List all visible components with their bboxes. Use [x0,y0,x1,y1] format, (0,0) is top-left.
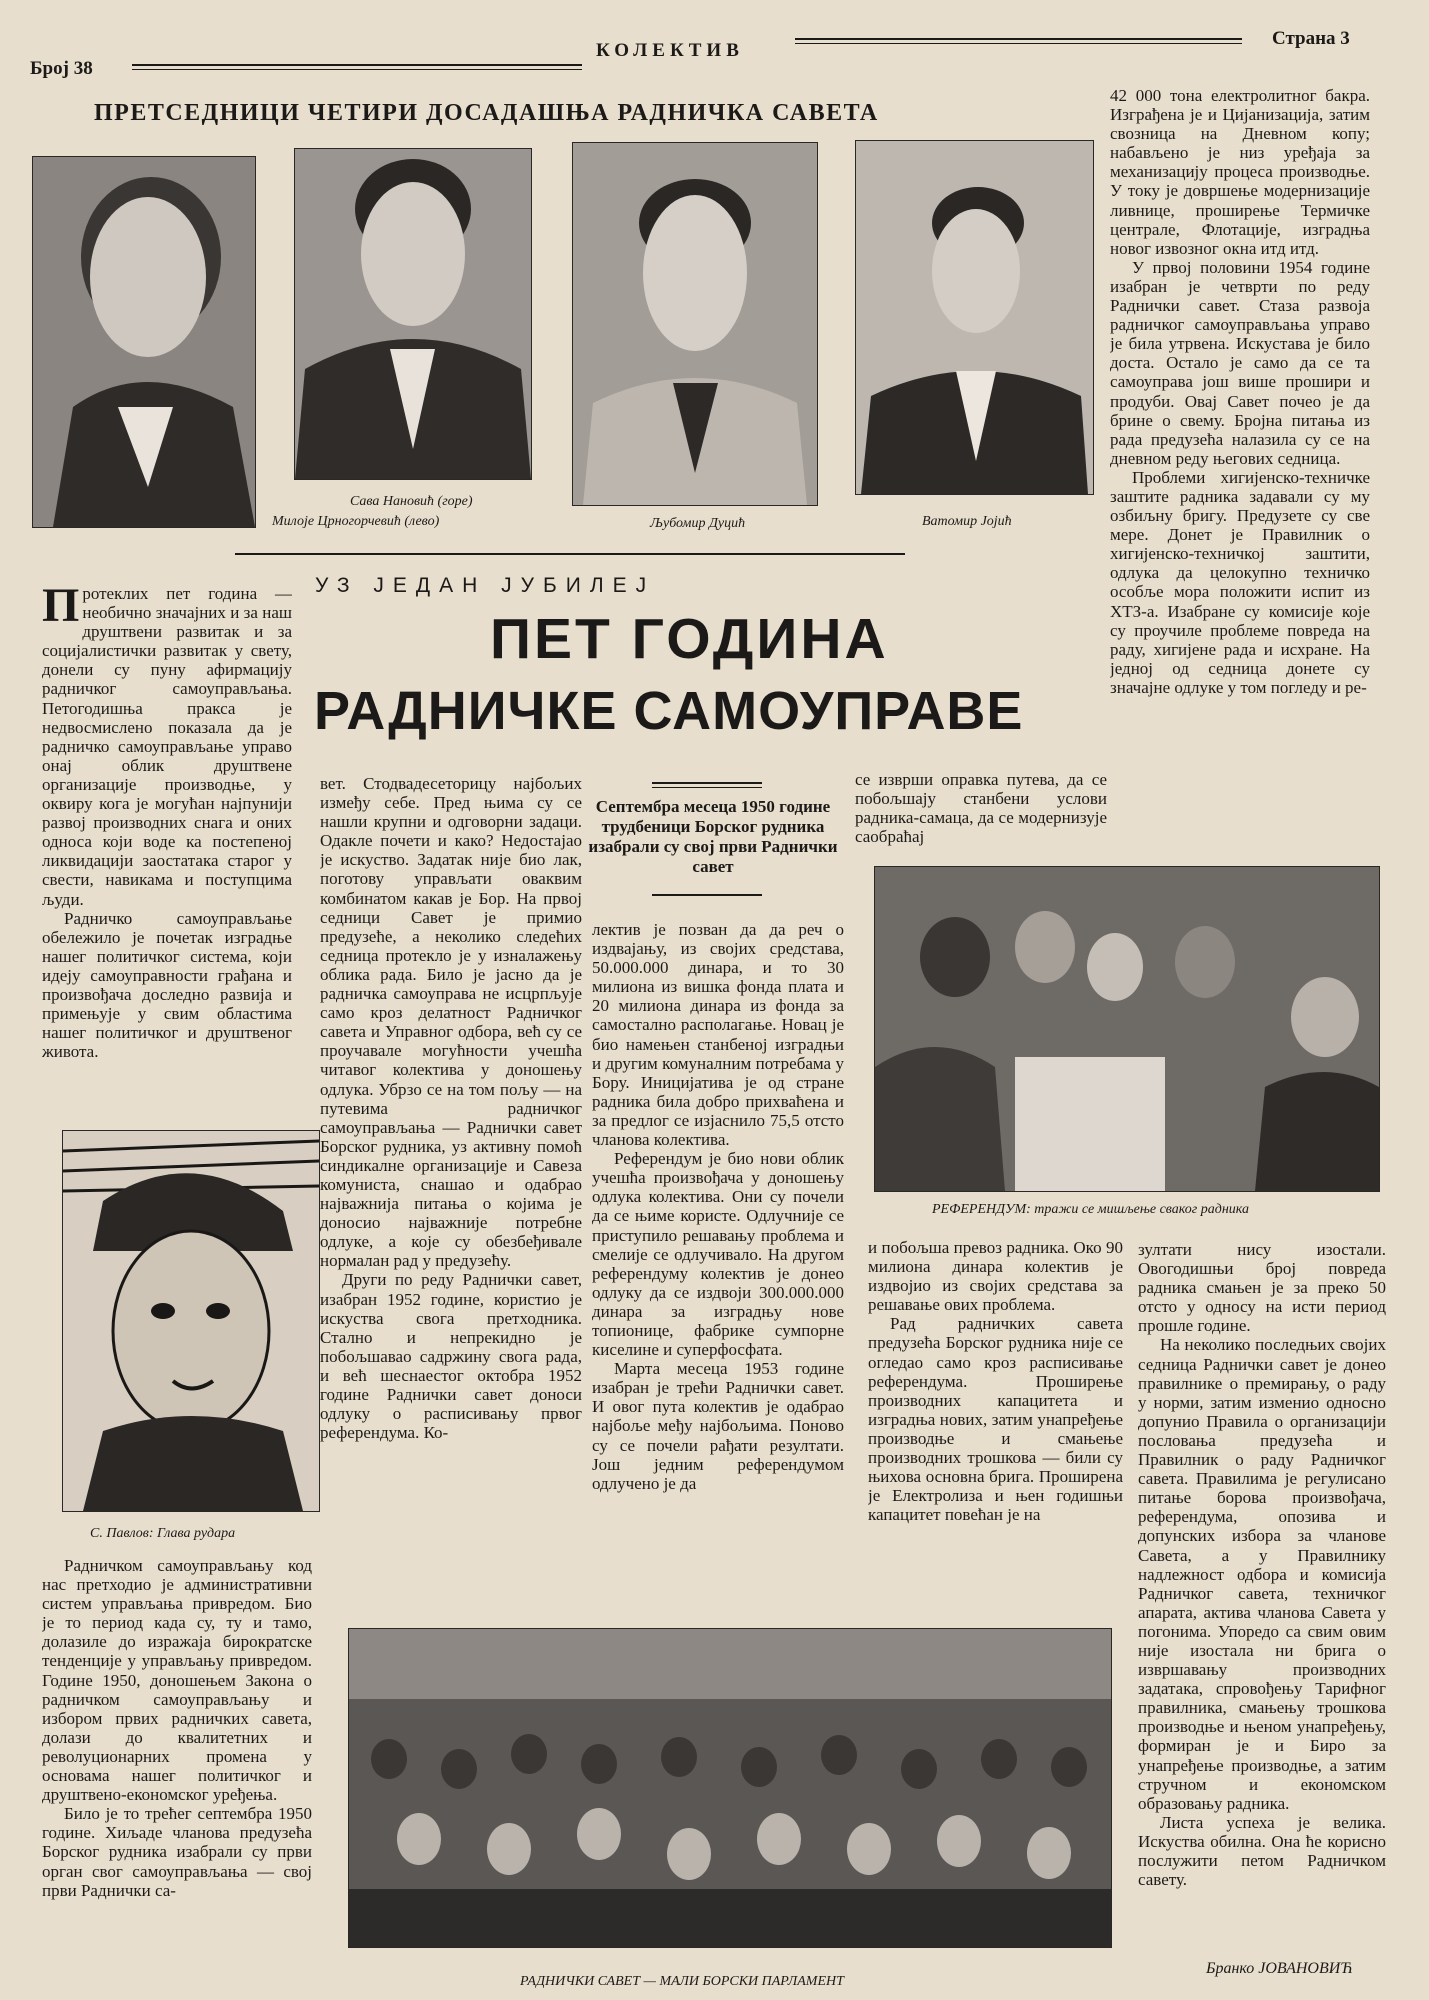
page-number: Страна 3 [1272,28,1350,49]
col5b-paragraph-1: зултати нису изостали. Овогодишњи број повреда радника смањен је за преко 50 отсто у односу на исти период прошле године. [1138,1240,1386,1336]
col1b-paragraph-2: Било је то трећег септембра 1950 године. Хиљаде чланова предузећа Борског рудника изабрали су први орган свог самоуправљања — свој први Раднички са- [42,1804,312,1900]
portrait-2-photo [294,148,532,480]
headline-line-1: ПЕТ ГОДИНА [490,607,889,671]
col5top-paragraph-2: У првој половини 1954 године изабран је четврти по реду Раднички савет. Стаза развоја радничког самоуправљања управо је била утрвена. Искустава је било доста. Остало је само да се та самоуправа још више прошири и продуби. Овај Савет почео је да брине о свему. Броjна питања из рада предузећа налазила су се на дневном реду његових седница. [1110,257,1370,468]
caption-portrait-1: Сава Нановић (горе) [350,494,473,509]
col1-paragraph-2: Радничко самоуправљање обележило је почетак изградње нашег политичког система, који идеју самоуправности грађана и произвођача доследно развија и примењује у свим областима нашег политичког и друштвеног живота. [42,908,292,1062]
col3-paragraph-2: Референдум је био нови облик учешћа произвођача у доношењу одлука колектива. Они су почели да се њиме користе. Одлучније се приступило решавању проблема и смелије се одлучивало. На другом референдуму колектив је донео одлуку да се издвоји 300.000.000 динара за изградњу нове топионице, фабрике сумпорне киселине и суперфосфата. [592,1149,844,1360]
paper-name: КОЛЕКТИВ [596,40,744,61]
col2-paragraph-1: вет. Стодвадесеторицу најбољих између себе. Пред њима су се нашли крупни и одговорни задаци. Одакле почети и како? Недостајао је искуство. Задатак није био лак, поготову управљати оваквим комбинатом какав је Бор. На првој седници Савет је примио предузеће, а неколико следећих седница протекло је у изналажењу облика рада. Било је јасно да је радничка самоуправа не исцрпљује само кроз делатност Радничког савета и Управног одбора, већ су се проучавале могућности учешћа читавог колектива у доношењу одлука. Убрзо се на том пољу — на путевима радничког самоуправљања — Раднички савет Борског рудника, уз активну помоћ синдикалне организације и Савеза комуниста, снашао и одабрао најважнија питања о којима је доносио најважније потребне одлуке, а које су обезбеђивале нормалан рад у предузећу. [320,774,582,1271]
col1b-paragraph-1: Радничком самоуправљању код нас претходио је административни систем управљања привредом. Био је то период када су, ту и тамо, долазиле до изражаја бирократске тенденције у управљању привредом. Године 1950, доношењем Закона о радничком самоуправљању и избором првих радничких савета, долази до квалитетних и револуционарних промена у основама нашег политичког и друштвено-економског уређења. [42,1556,312,1805]
referendum-caption-bold: РЕФЕРЕНДУМ: [932,1202,1031,1217]
subhead-rule-bottom [652,894,762,896]
col5b-paragraph-3: Листа успеха је велика. Искуства обилна. Она ће корисно послужити петом Радничком савету. [1138,1812,1386,1890]
drop-cap: П [42,584,80,632]
portrait-4-photo [855,140,1094,495]
caption-portrait-4: Ватомир Јојић [922,514,1012,529]
col5b-paragraph-2: На неколико последњих својих седница Раднички савет је донео правилнике о премирању, о раду у норми, затим изменио односно допунио Правила о организацији пословања предузећа и Правилник о раду Радничког савета. Правилима је регулисано питање борова произвођача, референдума, опозива и допунских избора за чланове Савета, а у Правилнику надлежност одбора и комисија Радничког савета, техничког апарата, актива чланова Савета у погонима. Упоредо са свим овим није изостала ни брига о извршавању производних задатака, спровођењу Тарифног правилника, смањењу трошкова производње и њеном унапређењу, формиран је и Биро за унапређење производње, а затим стручном и економском образовању радника. [1138,1335,1386,1813]
caption-portrait-1b: Милоје Црногорчевић (лево) [272,514,440,529]
headline-line-2: РАДНИЧКЕ САМОУПРАВЕ [314,681,1024,741]
col2-paragraph-2: Други по реду Раднички савет, изабран 1952 године, користио је искуства свога претходника. Стално и непрекидно је побољшавао садржину свога рада, и већ шеснаестог октобра 1952 године Раднички савет доноси одлуку о расписивању првог референдума. Ко- [320,1270,582,1443]
referendum-caption [932,1202,1249,1218]
masthead-rule-left [132,64,582,66]
portrait-1-photo [32,156,256,528]
issue-number: Број 38 [30,58,93,79]
column-3-top [855,770,1107,850]
masthead-rule-right-2 [795,43,1242,44]
masthead-rule-right [795,38,1242,40]
masthead-rule-left-2 [132,69,582,70]
col4-paragraph-2: Рад радничких савета предузећа Борског рудника није се огледао само кроз расписивање референдума. Проширење производних капацитета и изградња нових, затим унапређење производње и смањење производних трошкова — били су њихова основна брига. Проширена је Електролиза и њен годишњи капацитет повећан је на [868,1314,1123,1525]
woodcut-caption: С. Павлов: Глава рудара [90,1526,236,1541]
portrait-3-photo [572,142,818,506]
column-1-bottom [42,1556,312,1996]
subhead-rule-top-2 [652,787,762,788]
column-4 [868,1238,1123,1608]
col3-paragraph-3: Марта месеца 1953 године изабран је трећи Раднички савет. И овог пута колектив је одабрао најбоље међу најбољима. Поново су се почели рађати резултати. Још једним референдумом одлучено је да [592,1359,844,1493]
council-photo [348,1628,1112,1948]
column-3 [592,920,844,1605]
col5top-paragraph-3: Проблеми хигијенско-техничке заштите радника задавали су му озбиљну бригу. Предузете су све мере. Донет је Правилник о хигијенско-техничкој заштити, одлука да целокупно техничко особље мора положити испит из ХТЗ-а. Изабране су комисије које су проучиле проблеме повреда на раду, хигијене рада и исхране. На једној од седница донете су значајне одлуке у том погледу и ре- [1110,467,1370,697]
col3-paragraph-1: лектив је позван да да реч о издвајању, из својих средстава, 50.000.000 динара, и то 30 милиона из вишка фонда плата и 20 милиона динара из фонда за самостално располагање. Новац је био намењен станбеној изградњи и другим комуналним потребама у Бору. Иницијатива је од стране радника била добро прихваћена и за предлог се изјаснило 75,5 отсто чланова колектива. [592,920,844,1150]
col5top-paragraph-1: 42 000 тона електролитног бакра. Изграђена је и Цијанизација, затим свозница на Дневном копу; набављено је низ уређаја за механизацију процеса производње. У току је довршење модернизације ливнице, проширење Термичке централе, Флотације, изградња новог извозног окна итд итд. [1110,86,1370,258]
col1-paragraph-1: ротеклих пет година — необично значајних и за наш друштвени развитак и за социјалистички развитак у свету, донели су пуну афирмацију радничког самоуправљања. Петогодишња пракса је недвосмислено показала да је радничко самоуправљање управо онај облик друштвене организације производње, у оквиру кога је могућан најпунији развој производних снага и оних односа који воде ка постепеној ликвидацији заостатака старог у свести, навикама и поступцима људи. [42,584,292,909]
caption-portrait-3: Љубомир Дуцић [650,516,746,531]
council-caption: РАДНИЧКИ САВЕТ — МАЛИ БОРСКИ ПАРЛАМЕНТ [520,1974,844,1989]
divider-rule [235,553,905,555]
author-signature: Бранко ЈОВАНОВИЋ [1206,1960,1354,1977]
column-2 [320,774,582,1644]
column-5-bottom [1138,1240,1386,1952]
presidents-banner: ПРЕТСЕДНИЦИ ЧЕТИРИ ДОСАДАШЊА РАДНИЧКА САВЕТА [94,100,879,126]
column-5-top [1110,86,1370,846]
col3top-paragraph-1: се изврши оправка путева, да се побољшају станбени услови радника-самаца, да се модернизује саобраћај [855,770,1107,847]
kicker: УЗ ЈЕДАН ЈУБИЛЕЈ [315,574,656,597]
woodcut-image [62,1130,320,1512]
referendum-photo [874,866,1380,1192]
column-1-intro [42,584,292,1114]
referendum-caption-rest: тражи се мишљење сваког радника [1034,1202,1249,1217]
col4-paragraph-1: и побољша превоз радника. Око 90 милиона динара колектив је издвојио из својих средстава за решавање ових проблема. [868,1238,1123,1315]
subhead: Септембра месеца 1950 године трудбеници Борског рудника изабрали су свој први Раднички савет [588,797,838,876]
subhead-rule-top [652,782,762,784]
